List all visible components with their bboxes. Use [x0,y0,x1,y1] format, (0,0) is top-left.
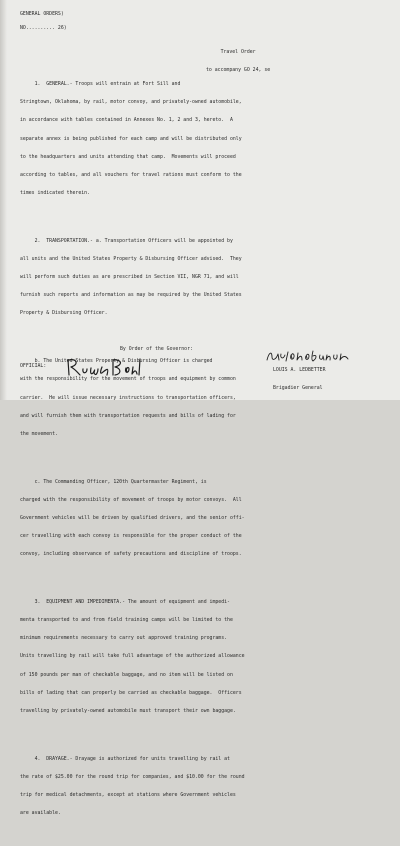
subtitle-line: to accompany GO 24, se [206,67,271,74]
text-line: charged with the responsibility of movement of troops by motor convoys. All [20,496,242,503]
text-line: and will furnish them with transportation requests and bills of lading for [20,412,236,419]
text-line: travelling by privately-owned automobile must transport their own baggage. [20,707,236,714]
general-orders-header: GENERAL ORDERS) [20,11,64,17]
document-body [20,57,392,846]
text-line: trip for medical detachments, except at stations where Government vehicles [20,791,236,798]
signer-title: Brigadier General [273,385,323,392]
paragraph-1-general [20,69,392,208]
text-line: are available. [20,810,61,817]
text-line: carrier. He will issue necessary instructions to transportation officers, [20,394,236,401]
text-line: will perform such duties as are prescribed in Section VII, NGR 71, and will [20,274,239,281]
text-line: b. The United States Property & Disbursing Officer is charged [20,358,213,365]
text-line: to the headquarters and units attending that camp. Movements will proceed [20,153,236,160]
text-line: in accordance with tables contained in Annexes No. 1, 2 and 3, hereto. A [20,117,233,124]
paragraph-3-equipment [20,587,392,726]
signer-name: LOUIS A. LEDBETTER [273,367,326,374]
text-line: minimum requirements necessary to carry out approved training programs. [20,635,228,642]
text-line: Property & Disbursing Officer. [20,310,108,317]
text-line: furnish such reports and information as may be required by the United States [20,292,242,299]
text-line: cer travelling with each convoy is responsible for the proper conduct of the [20,533,242,540]
text-line: menta transported to and from field training camps will be limited to the [20,617,233,624]
text-line: Government vehicles will be driven by qualified drivers, and the senior offi- [20,514,245,521]
text-line: 2. TRANSPORTATION.- a. Transportation Officers will be appointed by [20,237,233,244]
text-line: bills of lading that can properly be carried as checkable baggage. Officers [20,689,242,696]
text-line: with the responsibility for the movement of troops and equipment by common [20,376,236,383]
text-line: 1. GENERAL.- Troops will entrain at Fort Sill and [20,81,181,88]
signer-block [273,355,326,403]
text-line: of 150 pounds per man of checkable baggage, and no item will be listed on [20,671,233,678]
official-signature-icon [64,356,144,378]
text-line: 3. EQUIPMENT AND IMPEDIMENTA.- The amount of equipment and impedi- [20,599,230,606]
signature-area [20,346,392,400]
text-line: the rate of $25.00 for the round trip for companies, and $10.00 for the round [20,773,245,780]
paragraph-2c [20,467,392,570]
title-line: Travel Order [220,49,256,56]
closing-line: By Order of the Governor: [120,346,193,352]
text-line: according to tables, and all vouchers for travel rations must conform to the [20,171,242,178]
text-line: 4. DRAYAGE.- Drayage is authorized for units travelling by rail at [20,755,230,762]
text-line: times indicated therein. [20,190,90,197]
page-shadow [0,0,7,400]
text-line: c. The Commanding Officer, 120th Quartermaster Regiment, is [20,478,207,485]
text-line: the movement. [20,430,58,437]
text-line: convoy, including observance of safety precautions and discipline of troops. [20,551,242,558]
official-label: OFFICIAL: [20,363,47,369]
paragraph-4-drayage [20,744,392,829]
text-line: separate annex is being published for each camp and will be distributed only [20,135,242,142]
text-line: Units travelling by rail will take full advantage of the authorized allowance [20,653,245,660]
order-number: NO.......... 26) [20,25,67,31]
paragraph-2a-transportation [20,226,392,329]
text-line: all units and the United States Property & Disbursing Officer advised. They [20,256,242,262]
text-line: Stringtown, Oklahoma, by rail, motor convoy, and privately-owned automobile, [20,99,242,106]
